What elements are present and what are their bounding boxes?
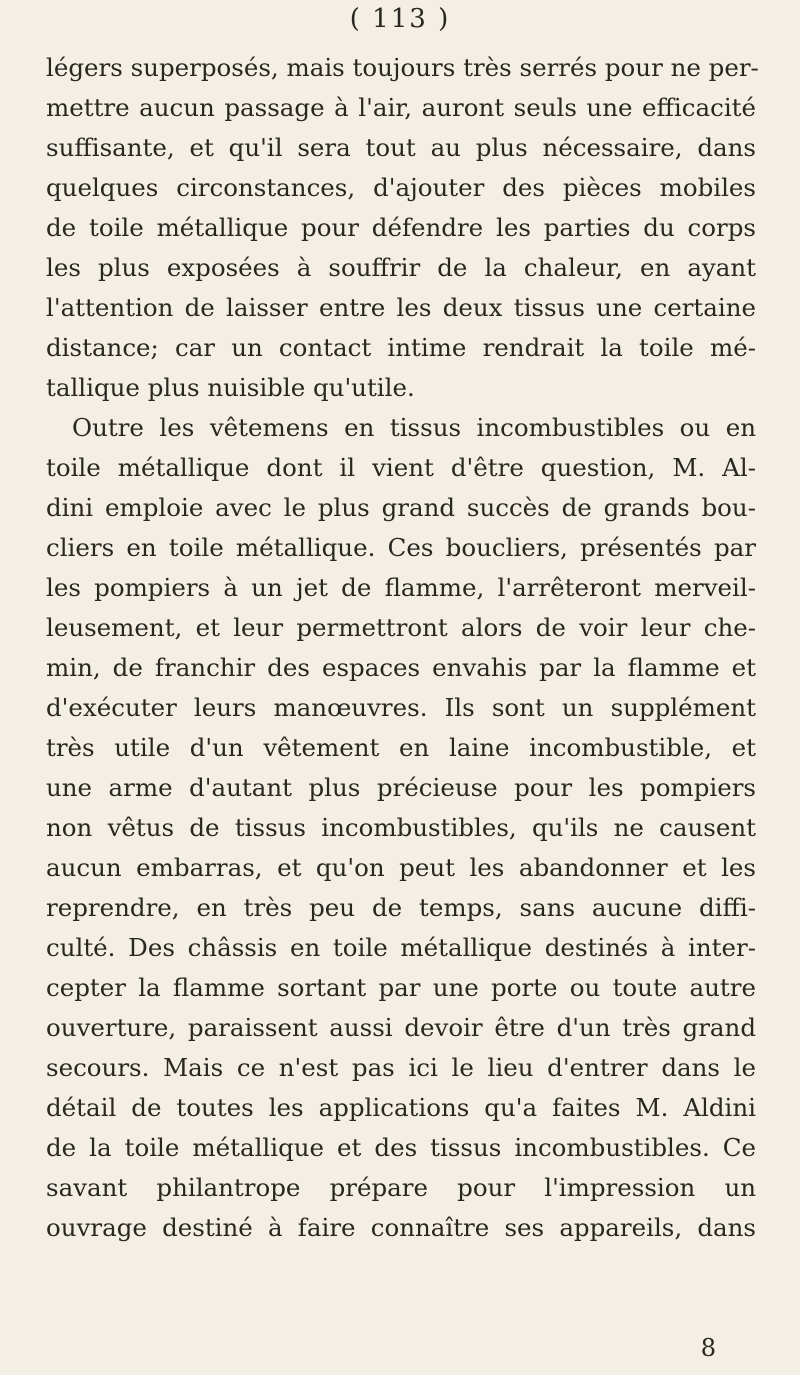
text-line: distance; car un contact intime rendrait la toile mé- [46, 333, 756, 362]
text-line: savant philantrope prépare pour l'impression un [46, 1173, 756, 1202]
text-line: de la toile métallique et des tissus incombustibles. Ce [46, 1133, 756, 1162]
text-line: ouvrage destiné à faire connaître ses appareils, dans [46, 1213, 756, 1242]
text-line: tallique plus nuisible qu'utile. [46, 373, 415, 402]
text-line: cepter la flamme sortant par une porte ou toute autre [46, 973, 756, 1002]
text-line: min, de franchir des espaces envahis par la flamme et [46, 653, 756, 682]
text-line: culté. Des châssis en toile métallique destinés à inter- [46, 933, 756, 962]
text-line: ouverture, paraissent aussi devoir être d'un très grand [46, 1013, 756, 1042]
text-line: une arme d'autant plus précieuse pour les pompiers [46, 773, 756, 802]
text-line: les plus exposées à souffrir de la chaleur, en ayant [46, 253, 756, 282]
text-line: l'attention de laisser entre les deux tissus une certaine [46, 293, 756, 322]
text-line: détail de toutes les applications qu'a faites M. Aldini [46, 1093, 756, 1122]
text-line: quelques circonstances, d'ajouter des pièces mobiles [46, 173, 756, 202]
text-line: cliers en toile métallique. Ces boucliers, présentés par [46, 533, 756, 562]
text-line: les pompiers à un jet de flamme, l'arrêteront merveil- [46, 573, 756, 602]
text-line: Outre les vêtemens en tissus incombustibles ou en [72, 413, 756, 442]
text-line: leusement, et leur permettront alors de voir leur che- [46, 613, 756, 642]
signature-mark: 8 [700, 1334, 716, 1362]
page-number: ( 113 ) [349, 4, 451, 34]
text-line: très utile d'un vêtement en laine incombustible, et [46, 733, 756, 762]
text-line: toile métallique dont il vient d'être question, M. Al- [46, 453, 756, 482]
text-line: aucun embarras, et qu'on peut les abandonner et les [46, 853, 756, 882]
text-line: non vêtus de tissus incombustibles, qu'ils ne causent [46, 813, 756, 842]
text-line: mettre aucun passage à l'air, auront seuls une efficacité [46, 93, 756, 122]
text-line: de toile métallique pour défendre les parties du corps [46, 213, 756, 242]
text-line: suffisante, et qu'il sera tout au plus nécessaire, dans [46, 133, 756, 162]
text-line: d'exécuter leurs manœuvres. Ils sont un supplément [46, 693, 756, 722]
text-line: secours. Mais ce n'est pas ici le lieu d'entrer dans le [46, 1053, 756, 1082]
text-line: légers superposés, mais toujours très serrés pour ne per- [46, 53, 759, 82]
text-line: dini emploie avec le plus grand succès de grands bou- [46, 493, 756, 522]
text-line: reprendre, en très peu de temps, sans aucune diffi- [46, 893, 756, 922]
